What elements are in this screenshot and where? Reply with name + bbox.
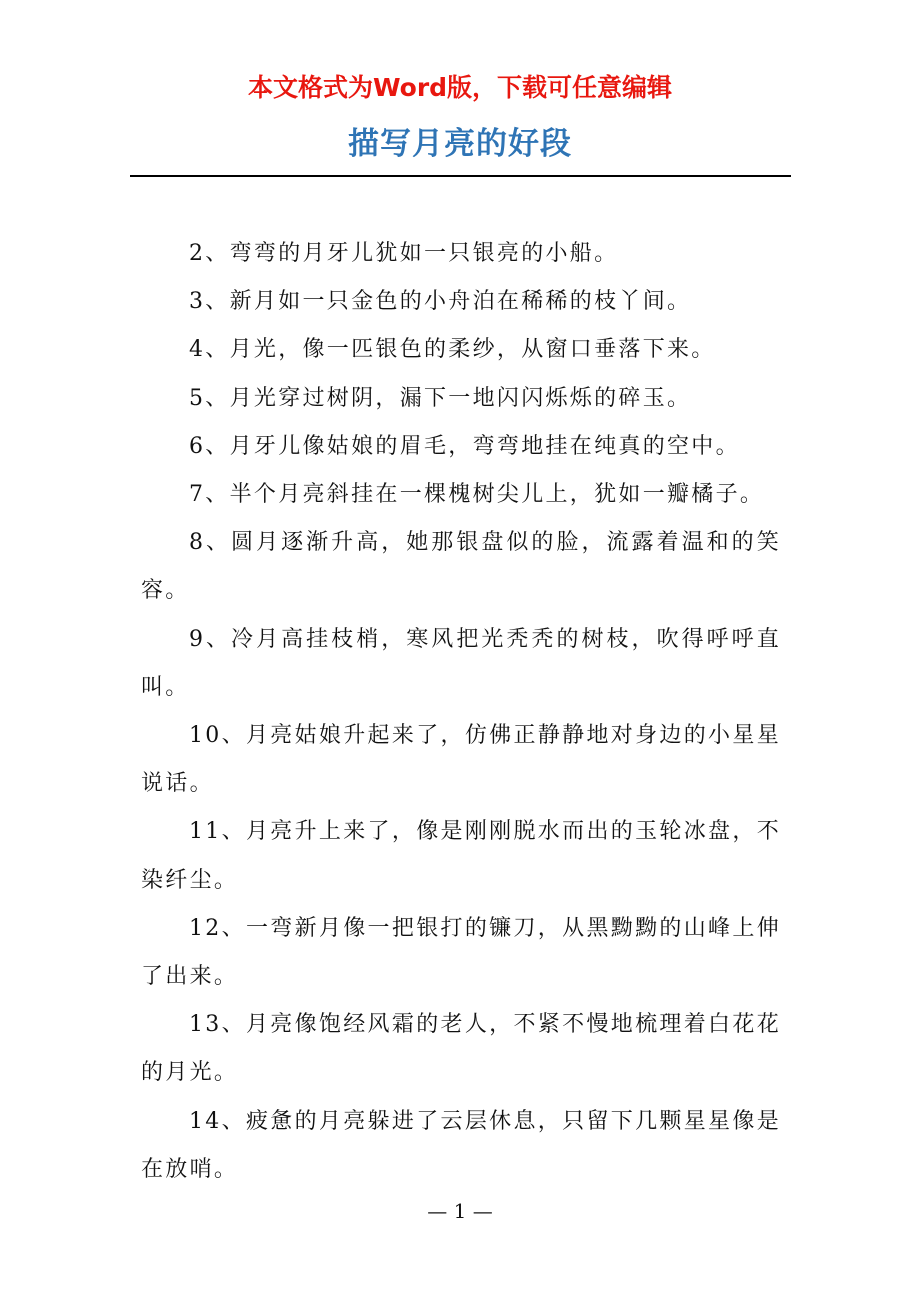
page-number: — 1 — xyxy=(427,1199,493,1223)
paragraph: 8、圆月逐渐升高，她那银盘似的脸，流露着温和的笑容。 xyxy=(141,530,781,604)
title-underline-divider xyxy=(130,175,791,177)
paragraph: 3、新月如一只金色的小舟泊在稀稀的枝丫间。 xyxy=(189,289,692,315)
paragraph: 9、冷月高挂枝梢，寒风把光秃秃的树枝，吹得呼呼直叫。 xyxy=(141,626,781,700)
paragraph: 6、月牙儿像姑娘的眉毛，弯弯地挂在纯真的空中。 xyxy=(189,433,740,459)
document-title: 描写月亮的好段 xyxy=(348,126,572,162)
paragraph: 14、疲惫的月亮躲进了云层休息，只留下几颗星星像是在放哨。 xyxy=(141,1108,781,1182)
paragraph: 13、月亮像饱经风霜的老人，不紧不慢地梳理着白花花的月光。 xyxy=(141,1012,781,1086)
paragraph: 7、半个月亮斜挂在一棵槐树尖儿上，犹如一瓣橘子。 xyxy=(189,482,765,508)
paragraph: 12、一弯新月像一把银打的镰刀，从黑黝黝的山峰上伸了出来。 xyxy=(141,915,781,990)
paragraph: 4、月光，像一匹银色的柔纱，从窗口垂落下来。 xyxy=(189,337,716,363)
paragraph: 5、月光穿过树阴，漏下一地闪闪烁烁的碎玉。 xyxy=(189,385,692,411)
paragraph: 2、弯弯的月牙儿犹如一只银亮的小船。 xyxy=(189,241,619,266)
document-body xyxy=(141,230,781,1194)
download-notice-banner: 本文格式为Word版，下载可任意编辑 xyxy=(247,73,673,102)
paragraph: 10、月亮姑娘升起来了，仿佛正静静地对身边的小星星说话。 xyxy=(141,723,781,797)
paragraph: 11、月亮升上来了，像是刚刚脱水而出的玉轮冰盘，不染纤尘。 xyxy=(141,819,781,893)
